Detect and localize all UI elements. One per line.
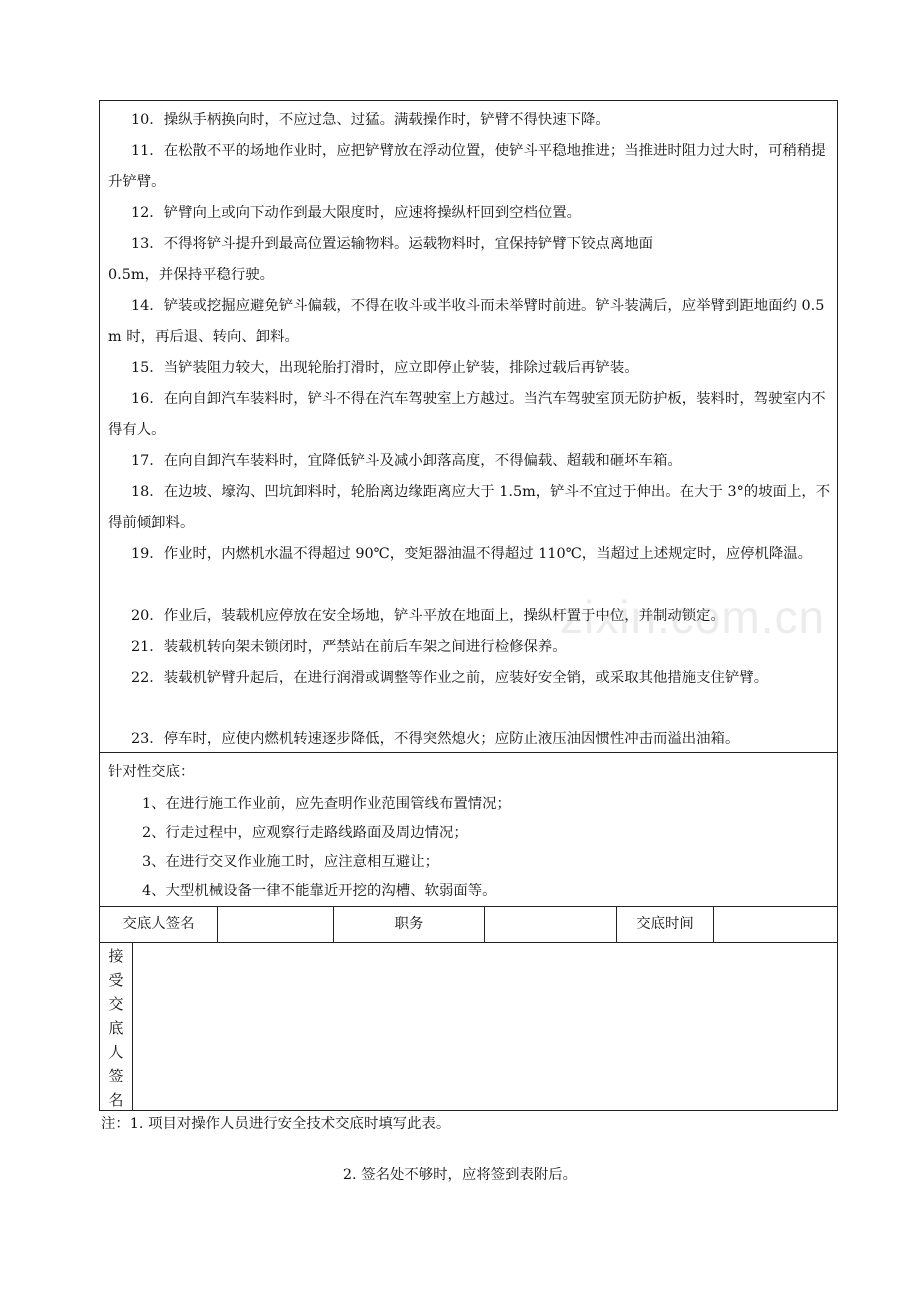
receiver-signature-label bbox=[100, 943, 133, 1110]
targeted-item-3: 3、在进行交叉作业施工时，应注意相互避让； bbox=[142, 854, 439, 870]
disclosure-time-label: 交底时间 bbox=[636, 916, 694, 932]
position-label: 职务 bbox=[394, 916, 424, 932]
rule-19: 19．作业时，内燃机水温不得超过 90℃，变矩器油温不得超过 110℃，当超过上述规定时，应停机降温。 bbox=[131, 546, 813, 562]
receiver-signature-section bbox=[100, 943, 837, 1110]
rule-16: 16．在向自卸汽车装料时，铲斗不得在汽车驾驶室上方越过。当汽车驾驶室顶无防护板，装料时，驾驶室内不得有人。 bbox=[108, 391, 826, 438]
receiver-label-char: 受 bbox=[108, 971, 124, 989]
operation-rules-section bbox=[100, 101, 837, 753]
receiver-label-char: 人 bbox=[108, 1043, 124, 1061]
rule-15: 15．当铲装阻力较大，出现轮胎打滑时，应立即停止铲装，排除过载后再铲装。 bbox=[131, 360, 639, 376]
receiver-label-char: 底 bbox=[108, 1019, 124, 1037]
receiver-label-char: 名 bbox=[108, 1091, 124, 1109]
targeted-disclosure-title: 针对性交底： bbox=[108, 764, 195, 780]
signature-row bbox=[100, 907, 837, 943]
rule-11: 11．在松散不平的场地作业时，应把铲臂放在浮动位置，使铲斗平稳地推进；当推进时阻力过大时，可稍稍提升铲臂。 bbox=[108, 143, 826, 190]
targeted-item-2: 2、行走过程中，应观察行走路线路面及周边情况； bbox=[142, 825, 468, 841]
rule-10: 10．操纵手柄换向时，不应过急、过猛。满载操作时，铲臂不得快速下降。 bbox=[131, 112, 610, 128]
rule-21: 21．装载机转向架未锁闭时，严禁站在前后车架之间进行检修保养。 bbox=[131, 639, 567, 655]
footnote-2: 2. 签名处不够时，应将签到表附后。 bbox=[342, 1167, 578, 1183]
rule-17: 17．在向自卸汽车装料时，宜降低铲斗及减小卸落高度，不得偏载、超载和砸坏车箱。 bbox=[131, 453, 682, 469]
receiver-signature-area[interactable] bbox=[133, 943, 837, 1110]
targeted-item-1: 1、在进行施工作业前，应先查明作业范围管线布置情况； bbox=[142, 796, 511, 812]
position-field[interactable] bbox=[485, 907, 616, 942]
rule-20: 20．作业后，装载机应停放在安全场地，铲斗平放在地面上，操纵杆置于中位，并制动锁定。 bbox=[131, 608, 725, 624]
rule-18: 18．在边坡、壕沟、凹坑卸料时，轮胎离边缘距离应大于 1.5m，铲斗不宜过于伸出。在大于 3°的坡面上，不得前倾卸料。 bbox=[108, 484, 831, 531]
rule-13: 13．不得将铲斗提升到最高位置运输物料。运载物料时，宜保持铲臂下铰点离地面 bbox=[131, 236, 653, 252]
rule-22: 22．装载机铲臂升起后，在进行润滑或调整等作业之前，应装好安全销，或采取其他措施支住铲臂。 bbox=[131, 670, 769, 686]
targeted-item-4: 4、大型机械设备一律不能靠近开挖的沟槽、软弱面等。 bbox=[142, 883, 497, 899]
targeted-disclosure-section bbox=[100, 753, 837, 907]
receiver-label-char: 接 bbox=[108, 947, 124, 965]
discloser-signature-label: 交底人签名 bbox=[122, 916, 195, 932]
rule-12: 12．铲臂向上或向下动作到最大限度时，应速将操纵杆回到空档位置。 bbox=[131, 205, 582, 221]
discloser-signature-field[interactable] bbox=[218, 907, 333, 942]
rule-23: 23．停车时，应使内燃机转速逐步降低，不得突然熄火；应防止液压油因惯性冲击而溢出油箱。 bbox=[131, 731, 740, 747]
footnote-1: 注：1. 项目对操作人员进行安全技术交底时填写此表。 bbox=[101, 1116, 451, 1132]
rule-13-continued: 0.5m，并保持平稳行驶。 bbox=[108, 267, 275, 283]
receiver-label-char: 签 bbox=[108, 1067, 124, 1085]
watermark: zixin.com.cn bbox=[560, 591, 826, 643]
disclosure-time-field[interactable] bbox=[714, 907, 837, 942]
rule-14: 14．铲装或挖掘应避免铲斗偏载，不得在收斗或半收斗而未举臂时前进。铲斗装满后，应举臂到距地面约 0.5m 时，再后退、转向、卸料。 bbox=[108, 298, 825, 345]
receiver-label-char: 交 bbox=[108, 995, 124, 1013]
